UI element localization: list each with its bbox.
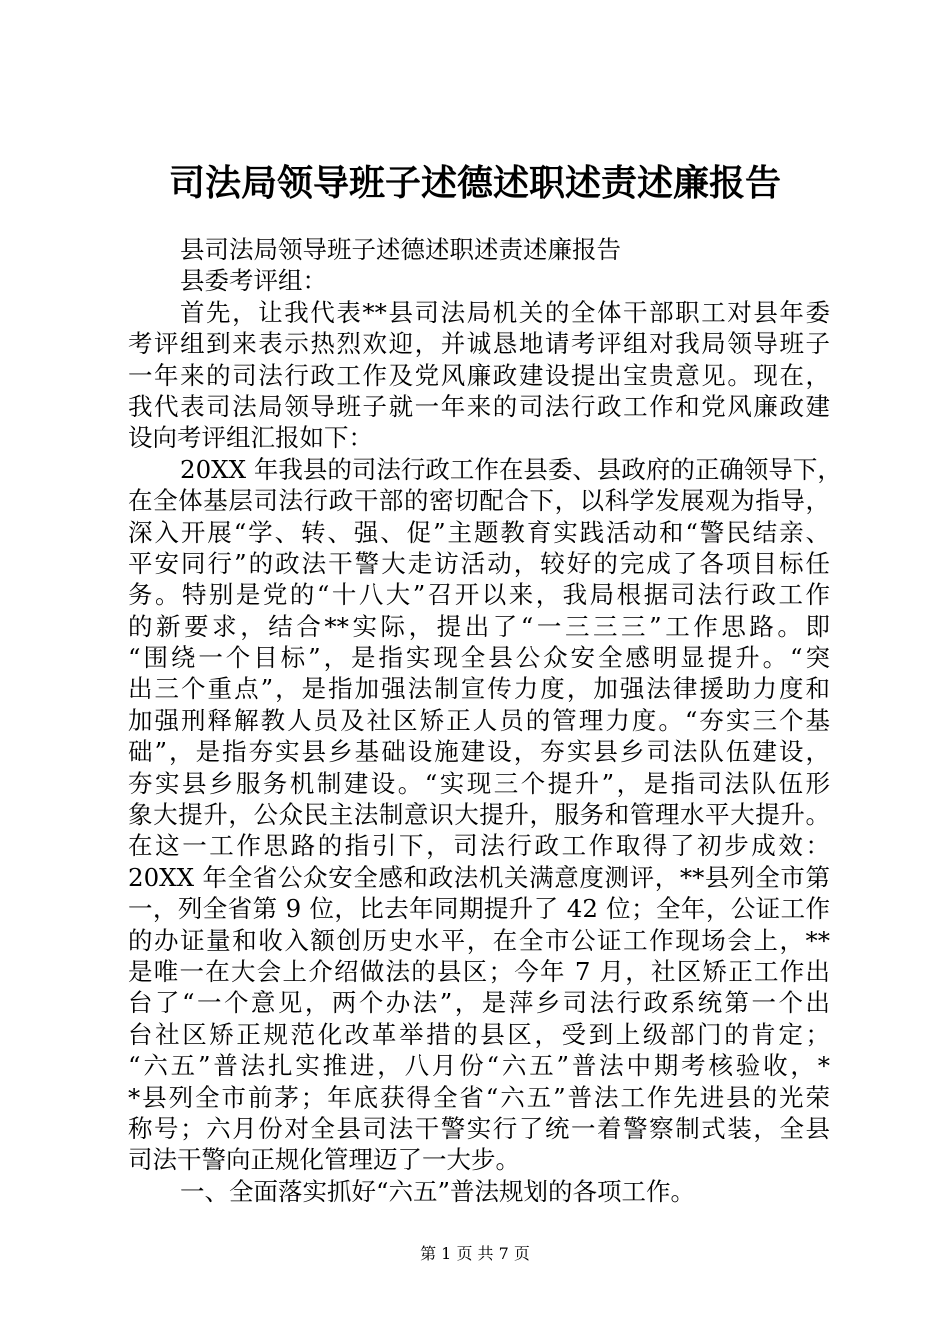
body-text-line: 平安同行”的政法干警大走访活动，较好的完成了各项目标任 [128, 548, 830, 578]
body-text-line: 县司法局领导班子述德述职述责述廉报告 [180, 235, 621, 264]
body-text-line: 台了“一个意见，两个办法”，是萍乡司法行政系统第一个出 [128, 988, 830, 1018]
page-footer: 第 1 页 共 7 页 [420, 1244, 530, 1263]
document-body [128, 234, 842, 1207]
body-text-line: 的新要求，结合**实际，提出了“一三三三”工作思路。即 [128, 611, 830, 641]
body-text-line: 20XX 年我县的司法行政工作在县委、县政府的正确领导下， [180, 454, 842, 484]
body-text-line: 首先，让我代表**县司法局机关的全体干部职工对县年委 [180, 297, 830, 327]
body-text-line: 的办证量和收入额创历史水平，在全市公证工作现场会上，** [128, 925, 830, 955]
body-text-line: 一，列全省第 9 位，比去年同期提升了 42 位；全年，公证工作 [128, 894, 830, 924]
body-text-line: 夯实县乡服务机制建设。“实现三个提升”，是指司法队伍形 [128, 768, 830, 798]
body-text-line: 司法干警向正规化管理迈了一大步。 [128, 1145, 520, 1175]
body-text-line: 一年来的司法行政工作及党风廉政建设提出宝贵意见。现在， [128, 360, 830, 390]
body-text-line: 务。特别是党的“十八大”召开以来，我局根据司法行政工作 [128, 580, 830, 610]
body-text-line: 是唯一在大会上介绍做法的县区；今年 7 月，社区矫正工作出 [128, 956, 830, 986]
body-text-line: 深入开展“学、转、强、促”主题教育实践活动和“警民结亲、 [128, 517, 830, 547]
body-text-line: 台社区矫正规范化改革举措的县区，受到上级部门的肯定； [128, 1019, 830, 1049]
body-text-line: 在这一工作思路的指引下，司法行政工作取得了初步成效： [128, 831, 830, 861]
body-text-line: 出三个重点”，是指加强法制宣传力度，加强法律援助力度和 [128, 674, 830, 704]
body-text-line: 在全体基层司法行政干部的密切配合下，以科学发展观为指导， [128, 486, 830, 516]
body-text-line: 称号；六月份对全县司法干警实行了统一着警察制式装，全县 [128, 1113, 830, 1143]
body-text-line: “六五”普法扎实推进，八月份“六五”普法中期考核验收，* [128, 1051, 830, 1081]
body-text-line: 础”，是指夯实县乡基础设施建设，夯实县乡司法队伍建设， [128, 737, 830, 767]
body-text-line: *县列全市前茅；年底获得全省“六五”普法工作先进县的光荣 [128, 1082, 830, 1112]
body-text-line: 设向考评组汇报如下： [128, 423, 373, 453]
body-text-line: 我代表司法局领导班子就一年来的司法行政工作和党风廉政建 [128, 391, 830, 421]
body-text-line: 一、全面落实抓好“六五”普法规划的各项工作。 [180, 1176, 696, 1206]
body-text-line: “围绕一个目标”，是指实现全县公众安全感明显提升。“突 [128, 643, 830, 673]
body-text-line: 县委考评组： [180, 266, 327, 296]
document-title: 司法局领导班子述德述职述责述廉报告 [168, 162, 781, 204]
body-text-line: 20XX 年全省公众安全感和政法机关满意度测评，**县列全市第 [128, 862, 830, 892]
body-text-line: 加强刑释解教人员及社区矫正人员的管理力度。“夯实三个基 [128, 705, 830, 735]
body-text-line: 象大提升，公众民主法制意识大提升，服务和管理水平大提升。 [128, 800, 830, 830]
body-text-line: 考评组到来表示热烈欢迎，并诚恳地请考评组对我局领导班子 [128, 329, 830, 359]
